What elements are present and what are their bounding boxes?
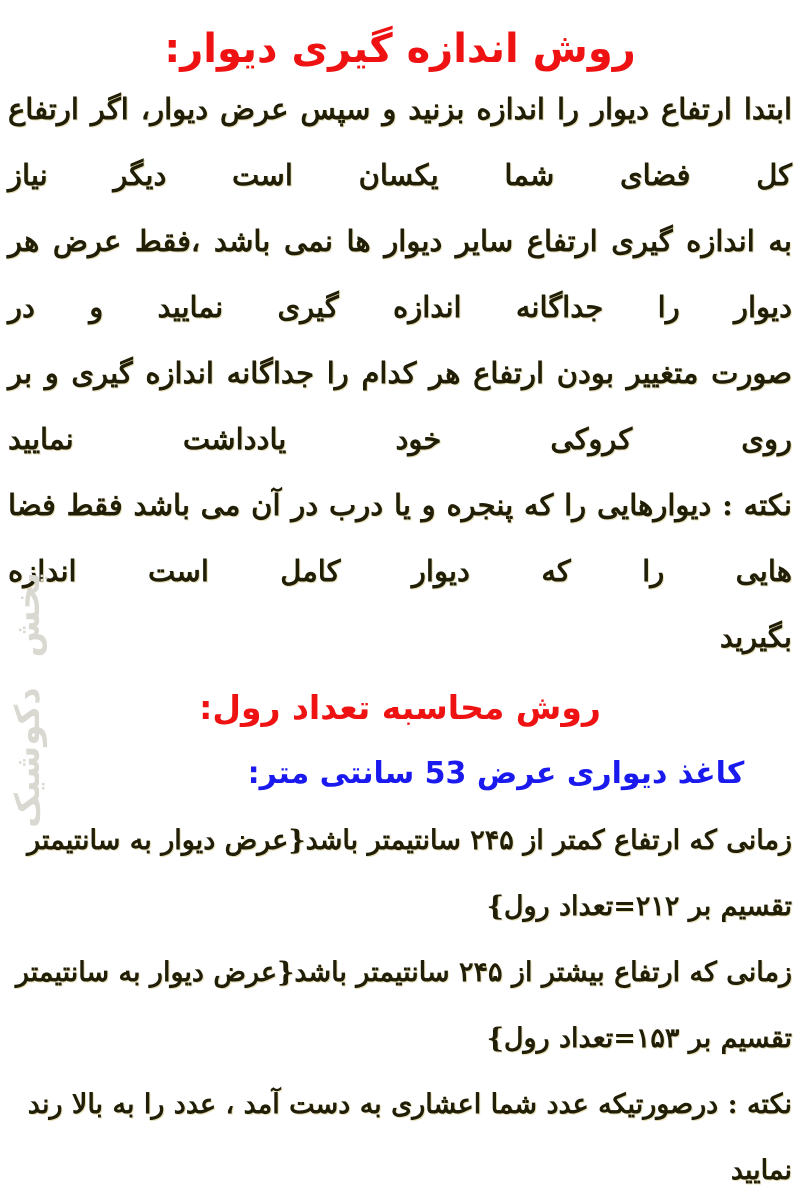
roll-calc-heading: روش محاسبه تعداد رول: [199, 688, 601, 727]
body-line-4: نکته : دیوارهایی را که پنجره و یا درب در آن می باشد فقط فضا هایی را که دیوار کامل است اندازه [8, 488, 792, 588]
watermark-text: پخش دکوشیک [8, 572, 48, 828]
body-line-3: صورت متغییر بودن ارتفاع هر کدام را جداگانه اندازه گیری و بر روی کروکی خود یادداشت نمایید [8, 356, 792, 456]
body-line-1: ابتدا ارتفاع دیوار را اندازه بزنید و سپس عرض دیوار، اگر ارتفاع کل فضای شما یکسان است دیگر نیاز [8, 92, 792, 192]
rule-line-3: نکته : درصورتیکه عدد شما اعشاری به دست آمد ، عدد را به بالا رند نمایید [27, 1089, 792, 1186]
page [0, 22, 800, 1186]
body-line-5: بگیرید [719, 620, 792, 654]
rule-line-1: زمانی که ارتفاع کمتر از ۲۴۵ سانتیمتر باشد{عرض دیوار به سانتیمتر تقسیم بر ۲۱۲=تعداد رول} [27, 825, 792, 922]
body-line-2: به اندازه گیری ارتفاع سایر دیوار ها نمی باشد ،فقط عرض هر دیوار را جداگانه اندازه گیری نمایید و در [8, 224, 792, 324]
document [0, 22, 800, 1204]
roll-calc-rules [8, 808, 792, 1204]
wall-measure-paragraph [8, 76, 792, 670]
paper-width-subheading: کاغذ دیواری عرض 53 سانتی متر: [247, 756, 745, 791]
rule-line-2: زمانی که ارتفاع بیشتر از ۲۴۵ سانتیمتر باشد{عرض دیوار به سانتیمتر تقسیم بر ۱۵۳=تعداد رول} [15, 957, 792, 1054]
page-title: روش اندازه گیری دیوار: [164, 26, 636, 72]
